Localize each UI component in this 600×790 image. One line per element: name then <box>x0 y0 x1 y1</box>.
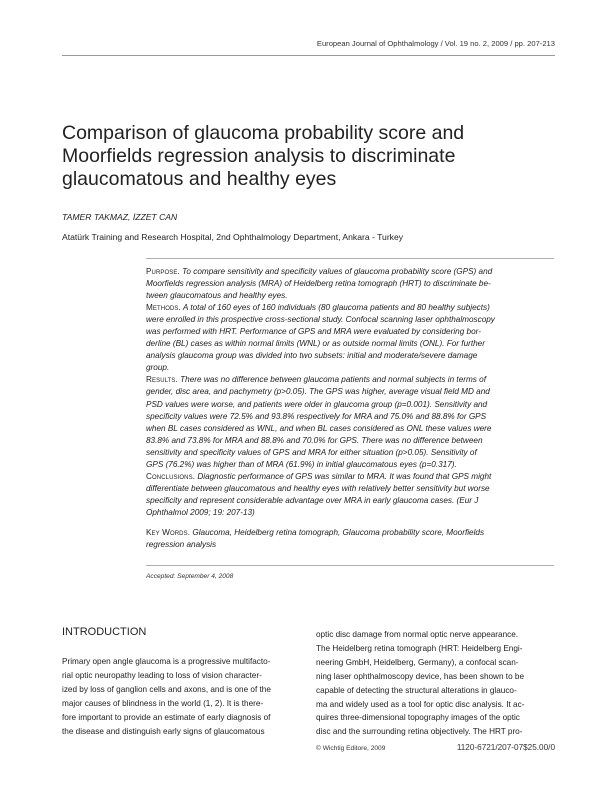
results-text: when BL cases considered as WNL, and when BL cases considered as ONL these values were <box>146 423 492 433</box>
keywords-divider <box>146 565 554 566</box>
abstract-methods-line <box>146 302 556 314</box>
abstract <box>146 266 556 551</box>
affiliation: Atatürk Training and Research Hospital, 2nd Ophthalmology Department, Ankara - Turkey <box>62 232 404 242</box>
conclusions-heading: Conclusions. <box>146 471 196 481</box>
keywords-text: regression analysis <box>146 540 217 550</box>
abstract-conclusions-line <box>146 471 556 483</box>
introduction-heading: INTRODUCTION <box>62 626 147 638</box>
keywords-heading: Key Words. <box>146 527 191 537</box>
keywords-text: Glaucoma, Heidelberg retina tomograph, Glaucoma probability score, Moorfields <box>192 527 485 537</box>
body-line: ning laser ophthalmoscopy device, has been shown to be <box>316 671 525 681</box>
purpose-text: To compare sensitivity and specificity values of glaucoma probability score (GPS) and <box>182 267 493 276</box>
journal-header: European Journal of Ophthalmology / Vol. 19 no. 2, 2009 / pp. 207-213 <box>316 39 555 48</box>
body-line: disc and the surrounding retina objectively. The HRT pro- <box>316 727 523 737</box>
body-line: optic disc damage from normal optic nerve appearance. <box>316 630 519 639</box>
body-line: capable of detecting the structural alterations in glauco- <box>316 685 517 695</box>
purpose-heading: Purpose. <box>146 267 180 276</box>
results-text: There was no difference between glaucoma patients and normal subjects in terms of <box>180 375 487 385</box>
methods-heading: Methods. <box>146 303 181 313</box>
conclusions-text: specificity and represent considerable advantage over MRA in early glaucoma cases. (Eur J <box>146 495 479 505</box>
introduction-left-column <box>62 655 312 738</box>
results-text: PSD values were worse, and patients were older in glaucoma group (p=0.001). Sensitivity and <box>146 399 488 409</box>
body-line: The Heidelberg retina tomograph (HRT: Heidelberg Engi- <box>316 643 523 653</box>
copyright-notice: © Wichtig Editore, 2009 <box>316 745 386 752</box>
issn-code: 1120-6721/207-07$25.00/0 <box>456 743 555 752</box>
conclusions-text: Diagnostic performance of GPS was similar to MRA. It was found that GPS might <box>197 471 492 481</box>
introduction-right-column <box>316 628 566 739</box>
results-text: 83.8% and 73.8% for MRA and 88.8% and 70.0% for GPS. There was no difference between <box>146 435 483 445</box>
methods-text: group. <box>146 363 170 373</box>
results-heading: Results. <box>146 375 178 385</box>
body-line: Primary open angle glaucoma is a progressive multifacto- <box>62 657 271 666</box>
methods-text: derline (BL) cases as within normal limits (WNL) or as outside normal limits (ONL). For further <box>146 339 485 349</box>
results-text: specificity values were 72.5% and 93.8% respectively for MRA and 75.0% and 88.8% for GPS <box>146 411 487 421</box>
results-text: GPS (76.2%) was higher than of MRA (61.9%) in initial glaucomatous eyes (p=0.317). <box>146 459 457 469</box>
abstract-results-line <box>146 374 556 386</box>
methods-text: was performed with HRT. Performance of GPS and MRA were evaluated by considering bor- <box>146 327 481 337</box>
title-line: glaucomatous and healthy eyes <box>62 168 337 190</box>
body-line: fore important to provide an estimate of early diagnosis of <box>62 712 271 722</box>
body-line: ized by loss of ganglion cells and axons, and is one of the <box>62 684 271 694</box>
conclusions-text: Ophthalmol 2009; 19: 207-13) <box>146 507 255 517</box>
conclusions-text: differentiate between glaucomatous and healthy eyes with relatively better sensitivity but worse <box>146 483 490 493</box>
accepted-date: Accepted: September 4, 2008 <box>146 573 234 580</box>
abstract-purpose-line <box>146 266 556 278</box>
abstract-keywords-line <box>146 527 556 539</box>
results-text: gender, disc area, and pachymetry (p>0.05). The GPS was higher, average visual field MD and <box>146 387 490 397</box>
body-line: the disease and distinguish early signs of glaucomatous <box>62 726 265 736</box>
title-line: Comparison of glaucoma probability score and <box>62 122 465 144</box>
body-line: neering GmbH, Heidelberg, Germany), a confocal scan- <box>316 657 519 667</box>
body-line: rial optic neuropathy leading to loss of vision character- <box>62 670 262 680</box>
purpose-text: Moorfields regression analysis (MRA) of Heidelberg retina tomograph (HRT) to discriminate be- <box>146 279 491 289</box>
body-line: ma and widely used as a tool for optic disc analysis. It ac- <box>316 699 525 709</box>
methods-text: A total of 160 eyes of 160 individuals (80 glaucoma patients and 80 healthy subjects) <box>182 303 490 313</box>
results-text: sensitivity and specificity values of GPS and MRA for either situation (p>0.05). Sensitivity of <box>146 447 477 457</box>
body-line: major causes of blindness in the world (1, 2). It is there- <box>62 698 264 708</box>
authors: TAMER TAKMAZ, İZZET CAN <box>62 212 178 222</box>
header-divider <box>62 55 555 56</box>
methods-text: analysis glaucoma group was divided into two subsets: initial and moderate/severe damage <box>146 351 478 361</box>
article-title <box>62 122 562 191</box>
methods-text: were enrolled in this prospective cross-sectional study. Confocal scanning laser ophthalmoscopy <box>146 315 495 325</box>
title-line: Moorfields regression analysis to discriminate <box>62 145 456 167</box>
purpose-text: tween glaucomatous and healthy eyes. <box>146 291 288 301</box>
body-line: quires three-dimensional topography images of the optic <box>316 713 520 723</box>
